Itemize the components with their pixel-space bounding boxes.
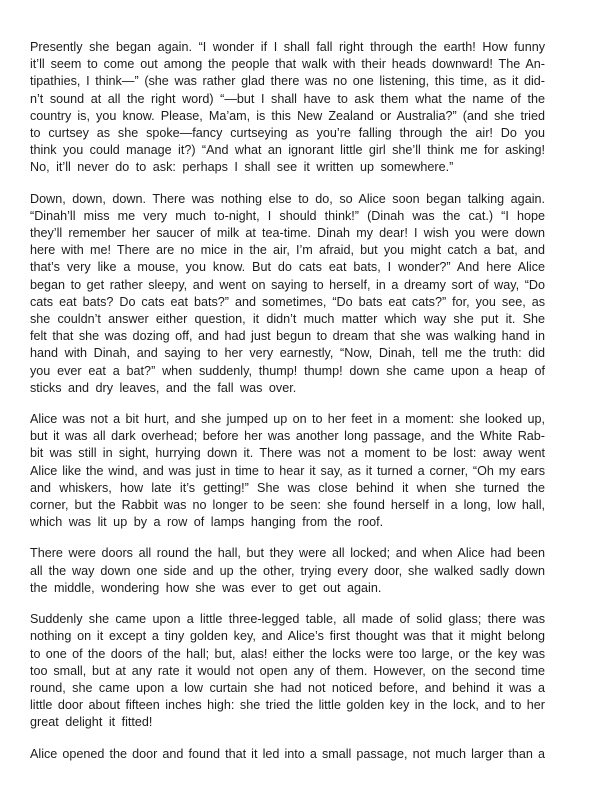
text-line: tipathies, I think—” (she was rather glad there was no one listening, this time, as it did- xyxy=(30,74,545,89)
text-line: but it was all dark overhead; before her was another long passage, and the White Rab- xyxy=(30,429,545,444)
text-line: cats eat bats? Do cats eat bats?” and sometimes, “Do bats eat cats?” for, you see, as xyxy=(30,294,545,309)
text-line: and whiskers, how late it’s getting!” She was close behind it when she turned the xyxy=(30,480,545,495)
paragraph xyxy=(30,746,545,763)
text-line: hand with Dinah, and saying to her very earnestly, “Now, Dinah, tell me the truth: did xyxy=(30,346,545,361)
paragraph xyxy=(30,611,545,731)
text-line: Suddenly she came upon a little three-legged table, all made of solid glass; there was xyxy=(30,612,545,627)
text-line: felt that she was dozing off, and had just begun to dream that she was walking hand in xyxy=(30,329,545,344)
text-line: There were doors all round the hall, but they were all locked; and when Alice had been xyxy=(30,546,545,561)
text-line: it’ll seem to come out among the people that walk with their heads downward! The An- xyxy=(30,57,545,72)
text-line: you ever eat a bat?” when suddenly, thump! thump! down she came upon a heap of xyxy=(30,363,545,378)
text-line: began to get rather sleepy, and went on saying to herself, in a dreamy sort of way, “Do xyxy=(30,277,545,292)
paragraph xyxy=(30,39,545,177)
text-line: country is, you know. Please, Ma’am, is this New Zealand or Australia?” (and she tried xyxy=(30,108,545,123)
text-line: little door about fifteen inches high: she tried the little golden key in the lock, and to her xyxy=(30,698,545,713)
text-line: bit was still in sight, hurrying down it. There was not a moment to be lost: away went xyxy=(30,446,545,461)
text-content xyxy=(30,39,545,777)
text-line: Alice was not a bit hurt, and she jumped up on to her feet in a moment: she looked up, xyxy=(30,412,545,427)
text-line: they’ll remember her saucer of milk at tea-time. Dinah my dear! I wish you were down xyxy=(30,226,545,241)
paragraph xyxy=(30,545,545,597)
text-line: that’s very like a mouse, you know. But do cats eat bats, I wonder?” And here Alice xyxy=(30,260,545,275)
text-line: she couldn’t answer either question, it didn’t much matter which way she put it. She xyxy=(30,312,545,327)
text-line: n’t sound at all the right word) “—but I shall have to ask them what the name of the xyxy=(30,91,545,106)
paragraph xyxy=(30,191,545,397)
text-line: think you could manage it?) “And what an ignorant little girl she’ll think me for asking! xyxy=(30,143,545,158)
text-line: all the way down one side and up the other, trying every door, she walked sadly down xyxy=(30,563,545,578)
text-line: Presently she began again. “I wonder if I shall fall right through the earth! How funny xyxy=(30,40,545,54)
text-line: which was lit up by a row of lamps hanging from the roof. xyxy=(30,515,384,530)
paragraph xyxy=(30,411,545,531)
text-line: Down, down, down. There was nothing else to do, so Alice soon began talking again. xyxy=(30,191,545,206)
text-line: the middle, wondering how she was ever to get out again. xyxy=(30,580,382,595)
text-line: sticks and dry leaves, and the fall was over. xyxy=(30,380,297,395)
text-line: nothing on it except a tiny golden key, and Alice’s first thought was that it might belong xyxy=(30,629,545,644)
text-line: to curtsey as she spoke—fancy curtseying as you’re falling through the air! Do you xyxy=(30,126,545,141)
text-line: round, she came upon a low curtain she had not noticed before, and behind it was a xyxy=(30,680,545,695)
text-line: Alice opened the door and found that it led into a small passage, not much larger than a xyxy=(30,746,545,761)
text-line: to one of the doors of the hall; but, alas! either the locks were too large, or the key was xyxy=(30,646,545,661)
text-line: great delight it fitted! xyxy=(30,715,153,730)
text-line: “Dinah’ll miss me very much to-night, I should think!” (Dinah was the cat.) “I hope xyxy=(30,208,545,223)
text-line: too small, but at any rate it would not open any of them. However, on the second time xyxy=(30,663,545,678)
text-line: corner, but the Rabbit was no longer to be seen: she found herself in a long, low hall, xyxy=(30,498,545,513)
text-line: here with me! There are no mice in the air, I’m afraid, but you might catch a bat, and xyxy=(30,243,545,258)
text-line: No, it’ll never do to ask: perhaps I shall see it written up somewhere.” xyxy=(30,160,454,175)
text-line: Alice like the wind, and was just in time to hear it say, as it turned a corner, “Oh my ears xyxy=(30,463,545,478)
